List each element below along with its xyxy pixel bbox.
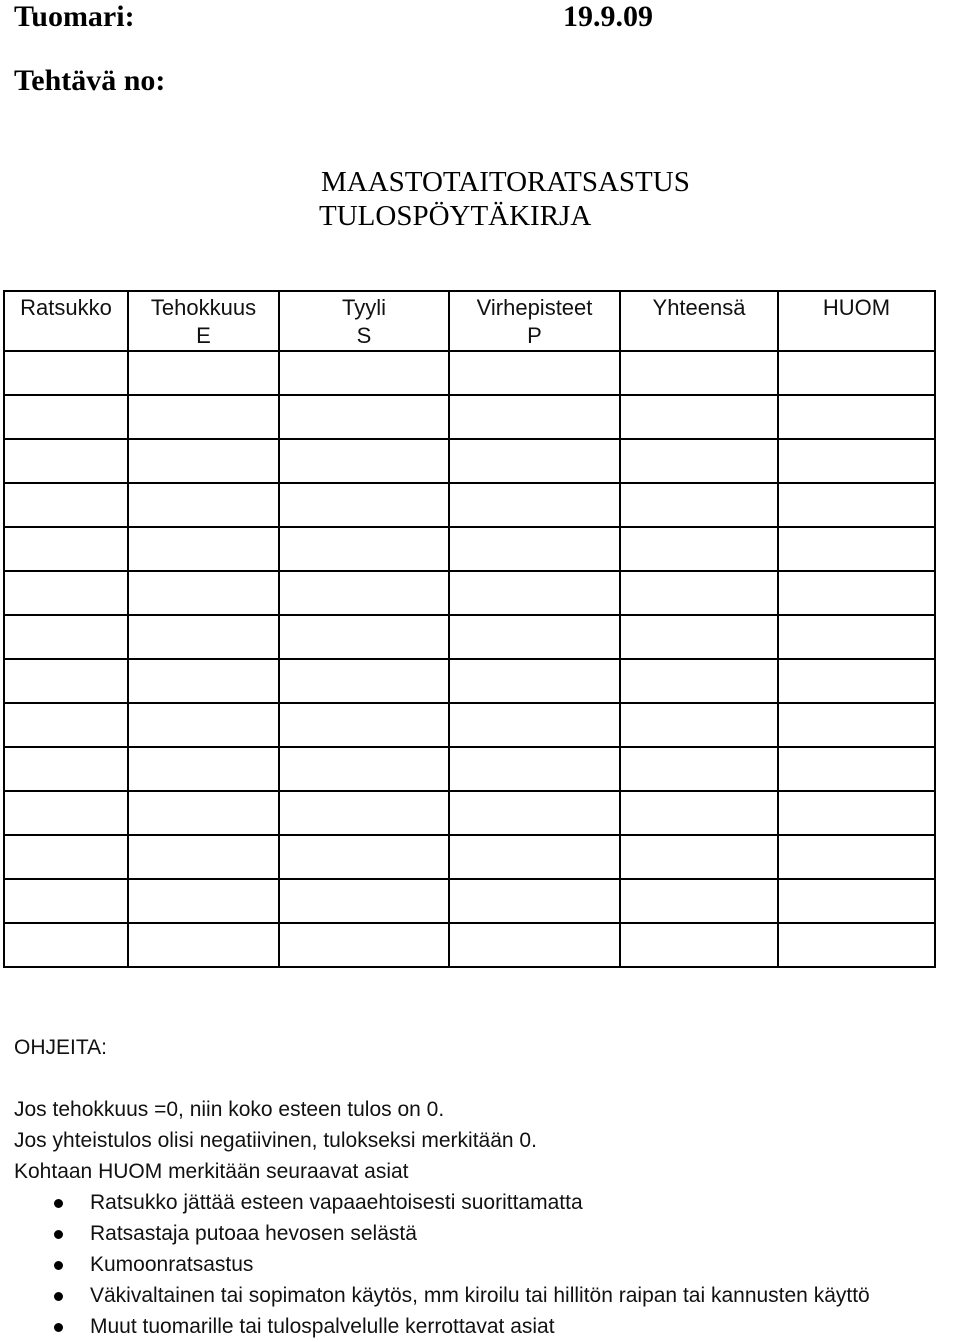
- table-cell[interactable]: [620, 747, 778, 791]
- table-cell[interactable]: [128, 351, 279, 395]
- table-cell[interactable]: [279, 483, 449, 527]
- table-cell[interactable]: [778, 791, 935, 835]
- table-row: [4, 395, 935, 439]
- table-row: [4, 439, 935, 483]
- table-cell[interactable]: [449, 615, 620, 659]
- table-cell[interactable]: [279, 747, 449, 791]
- table-cell[interactable]: [620, 615, 778, 659]
- table-cell[interactable]: [279, 571, 449, 615]
- table-cell[interactable]: [128, 483, 279, 527]
- table-row: [4, 483, 935, 527]
- table-cell[interactable]: [128, 747, 279, 791]
- table-cell[interactable]: [4, 703, 128, 747]
- table-cell[interactable]: [620, 703, 778, 747]
- table-cell[interactable]: [778, 571, 935, 615]
- table-cell[interactable]: [778, 703, 935, 747]
- table-cell[interactable]: [4, 835, 128, 879]
- table-cell[interactable]: [4, 659, 128, 703]
- table-row: [4, 923, 935, 967]
- table-cell[interactable]: [778, 395, 935, 439]
- table-cell[interactable]: [128, 571, 279, 615]
- list-item: Ratsukko jättää esteen vapaaehtoisesti suorittamatta: [14, 1187, 960, 1218]
- table-cell[interactable]: [4, 923, 128, 967]
- table-cell[interactable]: [449, 395, 620, 439]
- table-cell[interactable]: [778, 747, 935, 791]
- table-row: [4, 615, 935, 659]
- table-cell[interactable]: [279, 835, 449, 879]
- table-row: [4, 835, 935, 879]
- table-cell[interactable]: [449, 703, 620, 747]
- instruction-line: Jos tehokkuus =0, niin koko esteen tulos on 0.: [14, 1098, 445, 1121]
- table-cell[interactable]: [279, 395, 449, 439]
- results-table-body: [4, 291, 935, 967]
- column-header-tehokkuus: Tehokkuus E: [128, 291, 279, 351]
- table-cell[interactable]: [449, 659, 620, 703]
- table-cell[interactable]: [620, 571, 778, 615]
- table-cell[interactable]: [4, 879, 128, 923]
- table-cell[interactable]: [279, 439, 449, 483]
- table-cell[interactable]: [449, 527, 620, 571]
- table-cell[interactable]: [449, 483, 620, 527]
- table-cell[interactable]: [128, 791, 279, 835]
- table-cell[interactable]: [128, 659, 279, 703]
- column-header-tyyli: Tyyli S: [279, 291, 449, 351]
- table-cell[interactable]: [128, 439, 279, 483]
- table-cell[interactable]: [279, 703, 449, 747]
- table-cell[interactable]: [620, 527, 778, 571]
- table-cell[interactable]: [279, 659, 449, 703]
- table-cell[interactable]: [620, 395, 778, 439]
- table-cell[interactable]: [4, 439, 128, 483]
- list-item: Väkivaltainen tai sopimaton käytös, mm kiroilu tai hillitön raipan tai kannusten käyttö: [14, 1280, 960, 1311]
- table-row: [4, 747, 935, 791]
- table-cell[interactable]: [279, 615, 449, 659]
- table-cell[interactable]: [279, 879, 449, 923]
- table-cell[interactable]: [778, 923, 935, 967]
- table-cell[interactable]: [4, 351, 128, 395]
- table-cell[interactable]: [449, 923, 620, 967]
- table-cell[interactable]: [4, 483, 128, 527]
- table-cell[interactable]: [4, 571, 128, 615]
- table-cell[interactable]: [449, 791, 620, 835]
- table-row: [4, 571, 935, 615]
- column-header-huom: HUOM: [778, 291, 935, 351]
- table-cell[interactable]: [449, 351, 620, 395]
- bullet-icon: [54, 1261, 63, 1270]
- table-cell[interactable]: [449, 571, 620, 615]
- table-cell[interactable]: [449, 835, 620, 879]
- table-cell[interactable]: [128, 615, 279, 659]
- list-item: Ratsastaja putoaa hevosen selästä: [14, 1218, 960, 1249]
- judge-label: Tuomari:: [14, 0, 135, 33]
- table-cell[interactable]: [620, 439, 778, 483]
- table-cell[interactable]: [4, 791, 128, 835]
- instructions-heading: OHJEITA:: [14, 1036, 107, 1059]
- bullet-icon: [54, 1199, 63, 1208]
- table-cell[interactable]: [128, 527, 279, 571]
- table-cell[interactable]: [620, 483, 778, 527]
- table-cell[interactable]: [778, 483, 935, 527]
- document-title: MAASTOTAITORATSASTUS: [321, 166, 690, 198]
- table-cell[interactable]: [4, 527, 128, 571]
- table-row: [4, 791, 935, 835]
- table-row: [4, 527, 935, 571]
- column-header-yhteensa: Yhteensä: [620, 291, 778, 351]
- table-cell[interactable]: [279, 351, 449, 395]
- table-header-row: [4, 291, 935, 351]
- table-cell[interactable]: [778, 659, 935, 703]
- table-cell[interactable]: [4, 615, 128, 659]
- table-cell[interactable]: [620, 835, 778, 879]
- table-cell[interactable]: [279, 791, 449, 835]
- table-cell[interactable]: [620, 659, 778, 703]
- table-cell[interactable]: [778, 527, 935, 571]
- list-item: Muut tuomarille tai tulospalvelulle kerrottavat asiat: [14, 1311, 960, 1342]
- bullet-icon: [54, 1230, 63, 1239]
- results-table: [3, 290, 936, 968]
- table-cell[interactable]: [620, 879, 778, 923]
- instruction-line: Kohtaan HUOM merkitään seuraavat asiat: [14, 1160, 409, 1183]
- table-cell[interactable]: [4, 747, 128, 791]
- table-cell[interactable]: [620, 351, 778, 395]
- bullet-icon: [54, 1292, 63, 1301]
- table-cell[interactable]: [620, 923, 778, 967]
- table-cell[interactable]: [620, 791, 778, 835]
- task-number-label: Tehtävä no:: [14, 64, 166, 97]
- instruction-line: Jos yhteistulos olisi negatiivinen, tulokseksi merkitään 0.: [14, 1129, 537, 1152]
- date-value: 19.9.09: [563, 0, 653, 33]
- document-subtitle: TULOSPÖYTÄKIRJA: [319, 200, 592, 232]
- instructions-section: [14, 1032, 960, 1342]
- table-cell[interactable]: [778, 879, 935, 923]
- table-cell[interactable]: [128, 703, 279, 747]
- table-cell[interactable]: [778, 351, 935, 395]
- table-cell[interactable]: [128, 923, 279, 967]
- table-cell[interactable]: [778, 439, 935, 483]
- column-header-virhepisteet: Virhepisteet P: [449, 291, 620, 351]
- table-cell[interactable]: [449, 439, 620, 483]
- table-row: [4, 351, 935, 395]
- table-cell[interactable]: [279, 527, 449, 571]
- table-cell[interactable]: [778, 615, 935, 659]
- table-cell[interactable]: [4, 395, 128, 439]
- table-cell[interactable]: [128, 835, 279, 879]
- huom-criteria-list: [14, 1187, 960, 1342]
- table-cell[interactable]: [449, 747, 620, 791]
- column-header-ratsukko: Ratsukko: [4, 291, 128, 351]
- list-item: Kumoonratsastus: [14, 1249, 960, 1280]
- table-row: [4, 659, 935, 703]
- table-row: [4, 703, 935, 747]
- table-cell[interactable]: [128, 395, 279, 439]
- table-cell[interactable]: [279, 923, 449, 967]
- table-row: [4, 879, 935, 923]
- table-cell[interactable]: [778, 835, 935, 879]
- table-cell[interactable]: [449, 879, 620, 923]
- table-cell[interactable]: [128, 879, 279, 923]
